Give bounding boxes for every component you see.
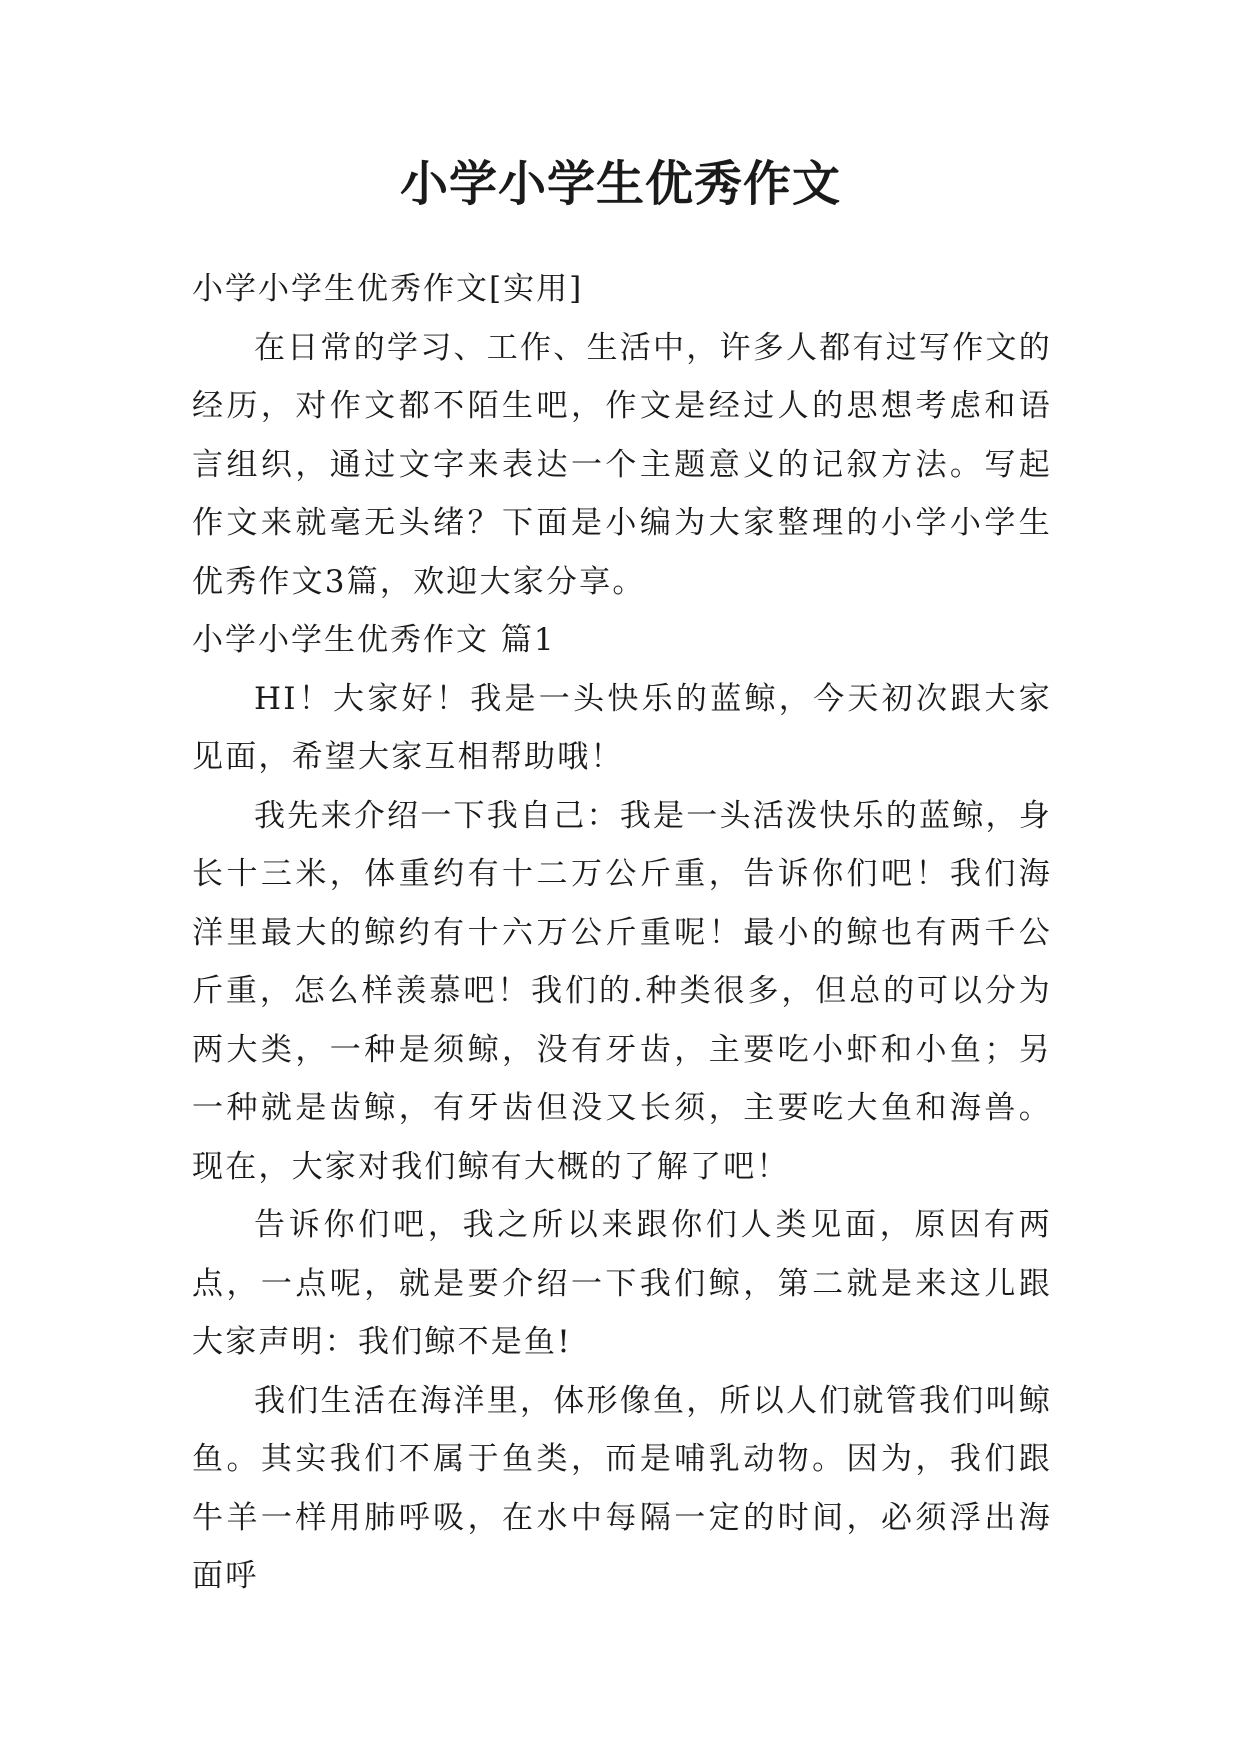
body-paragraph-1: HI！大家好！我是一头快乐的蓝鲸，今天初次跟大家见面，希望大家互相帮助哦！ bbox=[192, 680, 1052, 775]
intro-paragraph: 在日常的学习、工作、生活中，许多人都有过写作文的经历，对作文都不陌生吧，作文是经过人的思想考虑和语言组织，通过文字来表达一个主题意义的记叙方法。写起作文来就毫无头绪？下面是小编为大家整理的小学小学生优秀作文3篇，欢迎大家分享。 bbox=[192, 329, 1052, 600]
body-paragraph-4: 我们生活在海洋里，体形像鱼，所以人们就管我们叫鲸鱼。其实我们不属于鱼类，而是哺乳动物。因为，我们跟牛羊一样用肺呼吸，在水中每隔一定的时间，必须浮出海面呼 bbox=[192, 1382, 1052, 1594]
document-body bbox=[192, 260, 1052, 1606]
section-heading: 小学小学生优秀作文 篇1 bbox=[192, 622, 556, 658]
document-title: 小学小学生优秀作文 bbox=[399, 156, 841, 212]
body-paragraph-3: 告诉你们吧，我之所以来跟你们人类见面，原因有两点，一点呢，就是要介绍一下我们鲸，第二就是来这儿跟大家声明：我们鲸不是鱼! bbox=[192, 1207, 1052, 1360]
document-subtitle: 小学小学生优秀作文[实用] bbox=[192, 271, 584, 307]
body-paragraph-2: 我先来介绍一下我自己：我是一头活泼快乐的蓝鲸，身长十三米，体重约有十二万公斤重，告诉你们吧！我们海洋里最大的鲸约有十六万公斤重呢！最小的鲸也有两千公斤重，怎么样羡慕吧！我们的.种类很多，但总的可以分为两大类，一种是须鲸，没有牙齿，主要吃小虾和小鱼；另一种就是齿鲸，有牙齿但没又长须，主要吃大鱼和海兽。现在，大家对我们鲸有大概的了解了吧！ bbox=[192, 797, 1052, 1185]
